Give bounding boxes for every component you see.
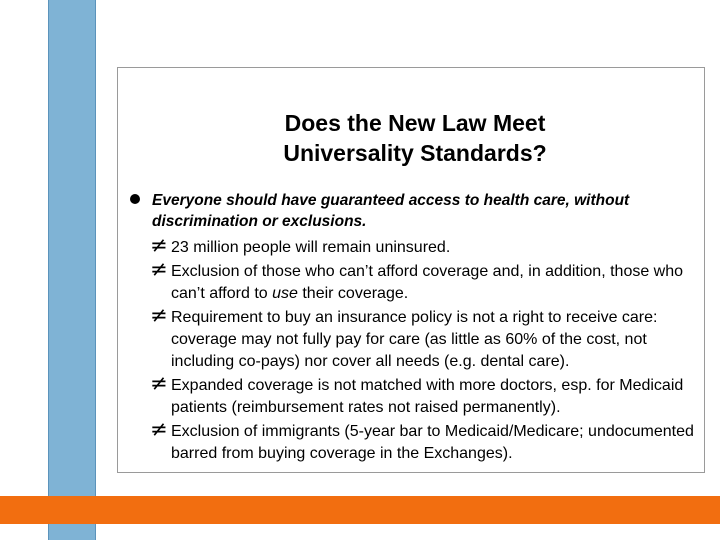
not-equal-icon: ≠ (150, 303, 168, 327)
text-part: Exclusion of immigrants (5-year bar to Medicaid/Medicare; undocumented barred from buying coverage in the Exchanges). (171, 423, 694, 462)
list-item (150, 371, 710, 419)
title-line-1: Does the New Law Meet (284, 110, 546, 136)
sub-bullet-text (171, 421, 710, 465)
title-line-2: Universality Standards? (283, 140, 547, 166)
text-part: Expanded coverage is not matched with more doctors, esp. for Medicaid patients (reimbursement rates not raised permanently). (171, 377, 684, 416)
sub-bullet-text (171, 261, 710, 305)
text-part: Requirement to buy an insurance policy is not a right to receive care: coverage may not fully pay for care (as little as 60% of the cost, not including co-pays) nor cover all needs (e.g. dental care). (171, 309, 658, 370)
text-part: their coverage. (297, 285, 409, 302)
emphasis-word: use (272, 285, 298, 302)
list-item (150, 257, 710, 305)
list-item (150, 233, 710, 259)
sub-bullet-list (150, 233, 710, 467)
not-equal-icon: ≠ (150, 417, 168, 441)
bottom-decorative-bar (0, 496, 720, 524)
slide-title (190, 108, 640, 168)
not-equal-icon: ≠ (150, 257, 168, 281)
list-item (150, 303, 710, 373)
sub-bullet-text (171, 307, 710, 373)
bullet-dot-icon (130, 194, 140, 204)
text-part: 23 million people will remain uninsured. (171, 239, 451, 256)
not-equal-icon: ≠ (150, 233, 168, 257)
text-part: Exclusion of those who can’t afford coverage and, in addition, those who can’t afford to (171, 263, 684, 302)
left-decorative-stripe (48, 0, 96, 540)
list-item (150, 417, 710, 465)
sub-bullet-text (171, 375, 710, 419)
main-bullet-text: Everyone should have guaranteed access to health care, without discrimination or exclusions. (152, 192, 630, 230)
not-equal-icon: ≠ (150, 371, 168, 395)
sub-bullet-text (171, 237, 710, 259)
